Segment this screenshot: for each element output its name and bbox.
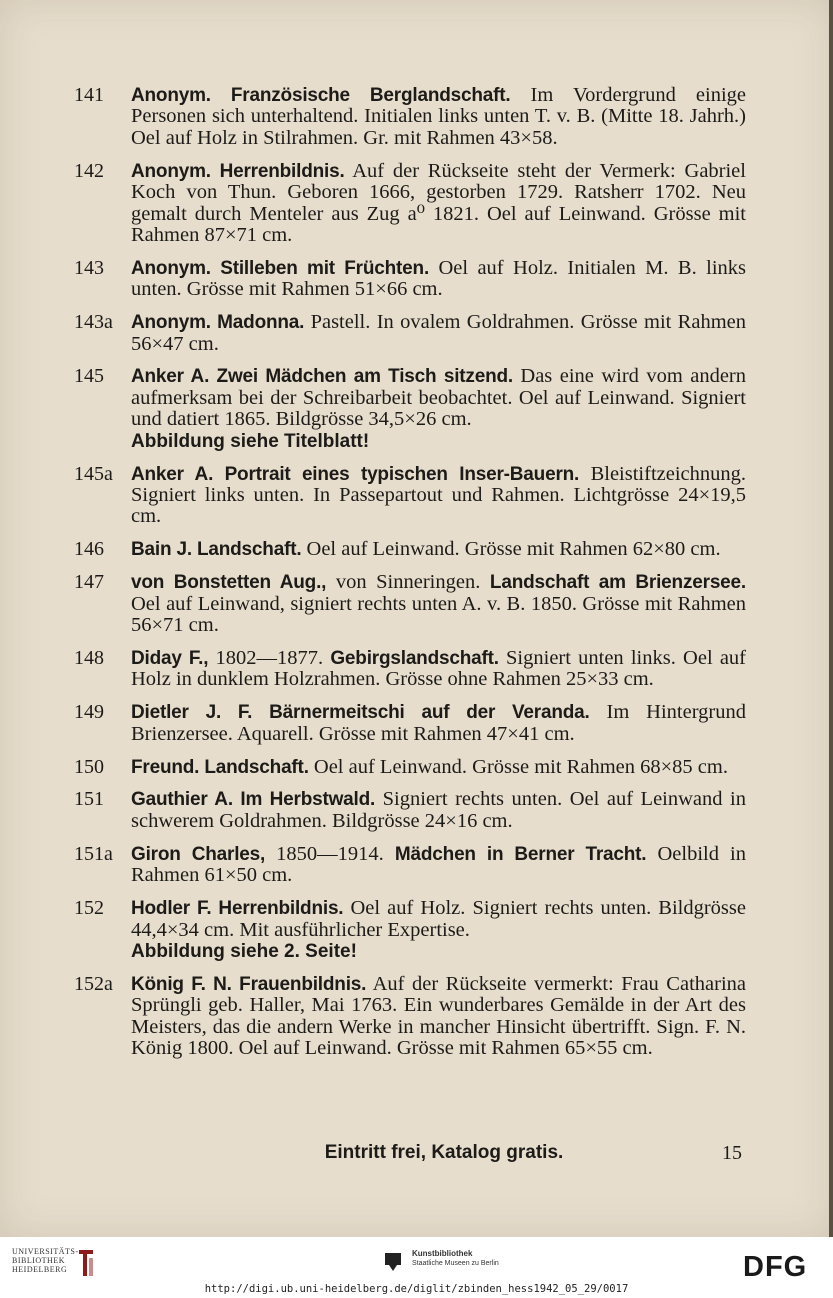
entry-number: 151a xyxy=(74,842,113,865)
entry-number: 145 xyxy=(74,365,104,388)
entry-text: Im Hintergrund Brienzersee. Aquarell. Grösse mit Rahmen 47×41 cm. xyxy=(131,701,746,745)
entry-description xyxy=(131,648,746,691)
catalog-entry xyxy=(74,366,746,452)
catalog-entry xyxy=(74,161,746,247)
entry-text: 1850—1914. xyxy=(265,842,395,865)
entry-title: Anonym. Stilleben mit Früchten. xyxy=(131,257,430,279)
catalog-entry xyxy=(74,898,746,962)
page-footer xyxy=(74,1142,746,1168)
entry-title: Anker A. Portrait eines typischen Inser-Bauern. xyxy=(131,463,580,485)
catalog-entry xyxy=(74,312,746,355)
entry-description xyxy=(131,974,746,1060)
entry-description xyxy=(131,312,746,355)
entry-text: Signiert unten links. Oel auf Holz in dunklem Holzrahmen. Grösse ohne Rahmen 25×33 cm. xyxy=(131,646,746,691)
entry-number: 145a xyxy=(74,462,113,485)
entry-text: Im Vordergrund einige Personen sich unterhaltend. Initialen links unten T. v. B. (Mitte 18. Jahrh.) Oel auf Holz in Stilrahmen. Gr. mit Rahmen 43×58. xyxy=(131,84,746,149)
entry-title: Freund. Landschaft. xyxy=(131,756,309,778)
permalink-url[interactable]: http://digi.ub.uni-heidelberg.de/diglit/zbinden_hess1942_05_29/0017 xyxy=(204,1283,629,1295)
entry-text: 1802—1877. xyxy=(208,646,331,669)
entry-description xyxy=(131,844,746,887)
entry-title: Landschaft am Brienzersee. xyxy=(489,572,746,594)
entry-number: 151 xyxy=(74,788,104,811)
entry-description xyxy=(131,85,746,149)
illustration-note: Abbildung siehe 2. Seite! xyxy=(131,940,357,962)
catalog-entry xyxy=(74,539,746,560)
entry-description xyxy=(131,464,746,528)
illustration-note: Abbildung siehe Titelblatt! xyxy=(131,430,370,452)
entry-description xyxy=(131,898,746,962)
catalog-entries xyxy=(74,85,746,1071)
university-library-logo[interactable] xyxy=(12,1247,79,1274)
entry-text: Pastell. In ovalem Goldrahmen. Grösse mit Rahmen 56×47 cm. xyxy=(131,311,746,355)
catalog-entry xyxy=(74,757,746,778)
entry-number: 143 xyxy=(74,256,104,279)
entry-number: 142 xyxy=(74,159,104,182)
catalog-entry xyxy=(74,789,746,832)
entry-text: Oelbild in Rahmen 61×50 cm. xyxy=(131,842,746,887)
entry-title: Anonym. Französische Berglandschaft. xyxy=(131,85,511,106)
catalog-entry xyxy=(74,85,746,149)
entry-description xyxy=(131,757,746,778)
entry-text: Auf der Rückseite steht der Vermerk: Gabriel Koch von Thun. Geboren 1666, gestorben 1729. Ratsherr 1702. Neu gemalt durch Menteler aus Zug a⁰ 1821. Oel auf Leinwand. Grösse mit Rahmen 87×71 cm. xyxy=(131,159,746,246)
entry-title: Anker A. Zwei Mädchen am Tisch sitzend. xyxy=(131,366,513,388)
entry-number: 150 xyxy=(74,755,104,778)
entry-number: 146 xyxy=(74,538,104,561)
entry-text: von Sinneringen. xyxy=(326,571,490,594)
entry-number: 152 xyxy=(74,897,104,920)
catalog-entry xyxy=(74,702,746,745)
catalog-entry xyxy=(74,258,746,301)
entry-text: Oel auf Holz. Initialen M. B. links unten. Grösse mit Rahmen 51×66 cm. xyxy=(131,256,747,301)
entry-number: 152a xyxy=(74,972,113,995)
dfg-logo[interactable]: DFG xyxy=(743,1251,808,1283)
entry-description xyxy=(131,572,746,636)
entry-title: König F. N. Frauenbildnis. xyxy=(131,973,367,995)
entry-number: 149 xyxy=(74,701,104,724)
kunstbibliothek-logo-icon xyxy=(383,1251,403,1273)
university-seal-icon xyxy=(76,1246,96,1280)
university-logo-line: HEIDELBERG xyxy=(12,1265,68,1274)
viewer-bottom-bar xyxy=(0,1237,833,1298)
entry-description xyxy=(131,258,746,301)
entry-text: Bleistiftzeichnung. Signiert links unten. In Passepartout und Rahmen. Lichtgrösse 24×19,5 cm. xyxy=(131,462,747,528)
entry-text: Oel auf Leinwand. Grösse mit Rahmen 62×80 cm. xyxy=(301,538,721,561)
entry-title: Mädchen in Berner Tracht. xyxy=(394,843,647,865)
catalog-entry xyxy=(74,844,746,887)
entry-title: Anonym. Herrenbildnis. xyxy=(131,160,345,182)
entry-text: Auf der Rückseite vermerkt: Frau Catharina Sprüngli geb. Haller, Mai 1763. Ein wunderbares Gemälde in der Art des Meisters, das die andern Werke in mancher Hinsicht übertrifft. Sign. F. N. König 1800. Oel auf Leinwand. Grösse mit Rahmen 65×55 cm. xyxy=(131,972,746,1060)
entry-number: 147 xyxy=(74,571,104,594)
entry-text: Oel auf Leinwand, signiert rechts unten A. v. B. 1850. Grösse mit Rahmen 56×71 cm. xyxy=(131,592,746,637)
entry-title: Bain J. Landschaft. xyxy=(131,539,302,561)
entry-text: Oel auf Leinwand. Grösse mit Rahmen 68×85 cm. xyxy=(308,755,728,778)
entry-title: Hodler F. Herrenbildnis. xyxy=(131,898,344,920)
entry-number: 141 xyxy=(74,84,104,106)
catalog-entry xyxy=(74,572,746,636)
entry-title: Gebirgslandschaft. xyxy=(330,647,499,669)
catalog-entry xyxy=(74,648,746,691)
footer-text: Eintritt frei, Katalog gratis. xyxy=(324,1142,564,1163)
entry-text: Oel auf Holz. Signiert rechts unten. Bildgrösse 44,4×34 cm. Mit ausführlicher Expertise. xyxy=(131,897,746,941)
entry-number: 143a xyxy=(74,311,113,334)
entry-description xyxy=(131,702,746,745)
entry-title: Diday F., xyxy=(131,647,209,669)
entry-text: Signiert rechts unten. Oel auf Leinwand in schwerem Goldrahmen. Bildgrösse 24×16 cm. xyxy=(131,788,746,832)
kunstbibliothek-label[interactable] xyxy=(412,1249,499,1268)
catalog-entry xyxy=(74,974,746,1060)
kunstbibliothek-title: Kunstbibliothek xyxy=(412,1249,473,1258)
entry-title: Dietler J. F. Bärnermeitschi auf der Veranda. xyxy=(131,702,590,724)
entry-title: von Bonstetten Aug., xyxy=(131,572,327,594)
university-logo-line: BIBLIOTHEK xyxy=(12,1256,65,1265)
kunstbibliothek-subtitle: Staatliche Museen zu Berlin xyxy=(412,1260,499,1267)
entry-number: 148 xyxy=(74,646,104,669)
entry-description xyxy=(131,789,746,832)
entry-text: Das eine wird vom andern aufmerksam bei der Schreibarbeit beobachtet. Oel auf Leinwand. Signiert und datiert 1865. Bildgrösse 34,5×26 cm. xyxy=(131,365,746,431)
university-logo-line: UNIVERSITÄTS- xyxy=(12,1247,79,1256)
page-number: 15 xyxy=(722,1142,742,1164)
catalog-entry xyxy=(74,464,746,528)
entry-title: Anonym. Madonna. xyxy=(131,312,305,334)
entry-title: Giron Charles, xyxy=(131,843,266,865)
entry-description xyxy=(131,539,746,560)
entry-title: Gauthier A. Im Herbstwald. xyxy=(131,789,376,811)
entry-description xyxy=(131,366,746,452)
entry-description xyxy=(131,161,746,247)
